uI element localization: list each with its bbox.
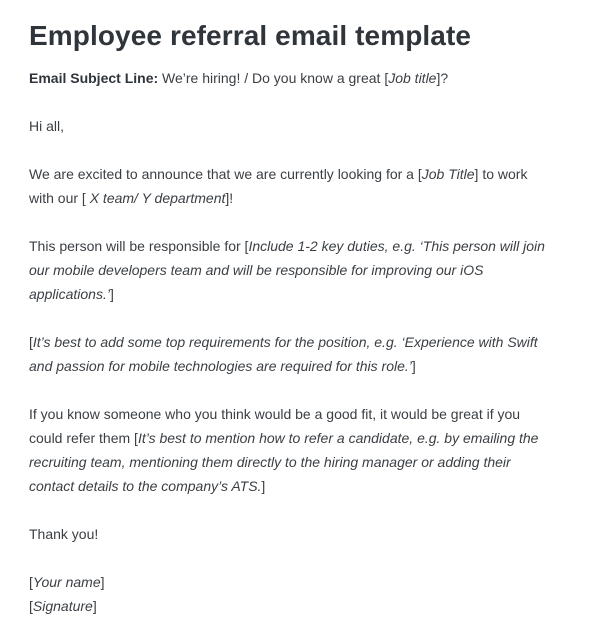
greeting: Hi all, xyxy=(29,118,65,134)
placeholder-your-name: Your name xyxy=(32,574,101,590)
closing: Thank you! xyxy=(29,526,99,542)
paragraph-requirements xyxy=(29,330,565,378)
subject-text: We’re hiring! / Do you know a great [ xyxy=(158,70,389,86)
text-span: ] xyxy=(100,574,105,590)
text-span: ] to work xyxy=(474,166,528,182)
placeholder-requirements: and passion for mobile technologies are required for this role.’ xyxy=(29,358,412,374)
paragraph-line xyxy=(29,186,565,210)
text-span: [ xyxy=(29,598,33,614)
subject-line xyxy=(29,66,565,90)
placeholder-job-title: Job Title xyxy=(421,166,475,182)
paragraph-line: If you know someone who you think would be a good fit, it would be great if you xyxy=(29,406,521,422)
paragraph-line xyxy=(29,282,565,306)
placeholder-requirements: It’s best to add some top requirements for the position, e.g. ‘Experience with Swift xyxy=(32,334,538,350)
page-title: Employee referral email template xyxy=(29,20,472,51)
text-span: ] xyxy=(411,358,416,374)
placeholder-duties: Include 1-2 key duties, e.g. ‘This person will join xyxy=(248,238,545,254)
text-span: [ xyxy=(29,334,33,350)
subject-end: ]? xyxy=(436,70,449,86)
placeholder-signature: Signature xyxy=(32,598,93,614)
paragraph-announcement xyxy=(29,162,565,210)
paragraph-refer xyxy=(29,402,565,498)
paragraph-line xyxy=(29,234,565,258)
text-span: ] xyxy=(261,478,266,494)
paragraph-line xyxy=(29,474,565,498)
paragraph-line xyxy=(29,258,565,282)
paragraph-line xyxy=(29,330,565,354)
your-name-line xyxy=(29,570,565,594)
paragraph-line xyxy=(29,354,565,378)
text-span: ] xyxy=(92,598,97,614)
placeholder-refer: recruiting team, mentioning them directly to the hiring manager or adding their xyxy=(29,454,511,470)
text-span: ]! xyxy=(225,190,234,206)
text-span: We are excited to announce that we are currently looking for a [ xyxy=(29,166,422,182)
text-span: could refer them [ xyxy=(29,430,138,446)
paragraph-line xyxy=(29,162,565,186)
placeholder-duties: our mobile developers team and will be responsible for improving our iOS xyxy=(29,262,484,278)
signature-line xyxy=(29,594,565,618)
placeholder-refer: It’s best to mention how to refer a candidate, e.g. by emailing the xyxy=(137,430,539,446)
signature-block xyxy=(29,570,565,618)
placeholder-duties: applications.’ xyxy=(29,286,110,302)
paragraph-line xyxy=(29,426,565,450)
text-span: with our [ xyxy=(29,190,90,206)
text-span: ] xyxy=(109,286,114,302)
placeholder-refer: contact details to the company’s ATS. xyxy=(29,478,262,494)
paragraph-responsibilities xyxy=(29,234,565,306)
placeholder-team: X team/ Y department xyxy=(89,190,226,206)
text-span: [ xyxy=(29,574,33,590)
subject-label: Email Subject Line: xyxy=(29,70,159,86)
text-span: This person will be responsible for [ xyxy=(29,238,249,254)
paragraph-line xyxy=(29,450,565,474)
subject-placeholder: Job title xyxy=(388,70,437,86)
